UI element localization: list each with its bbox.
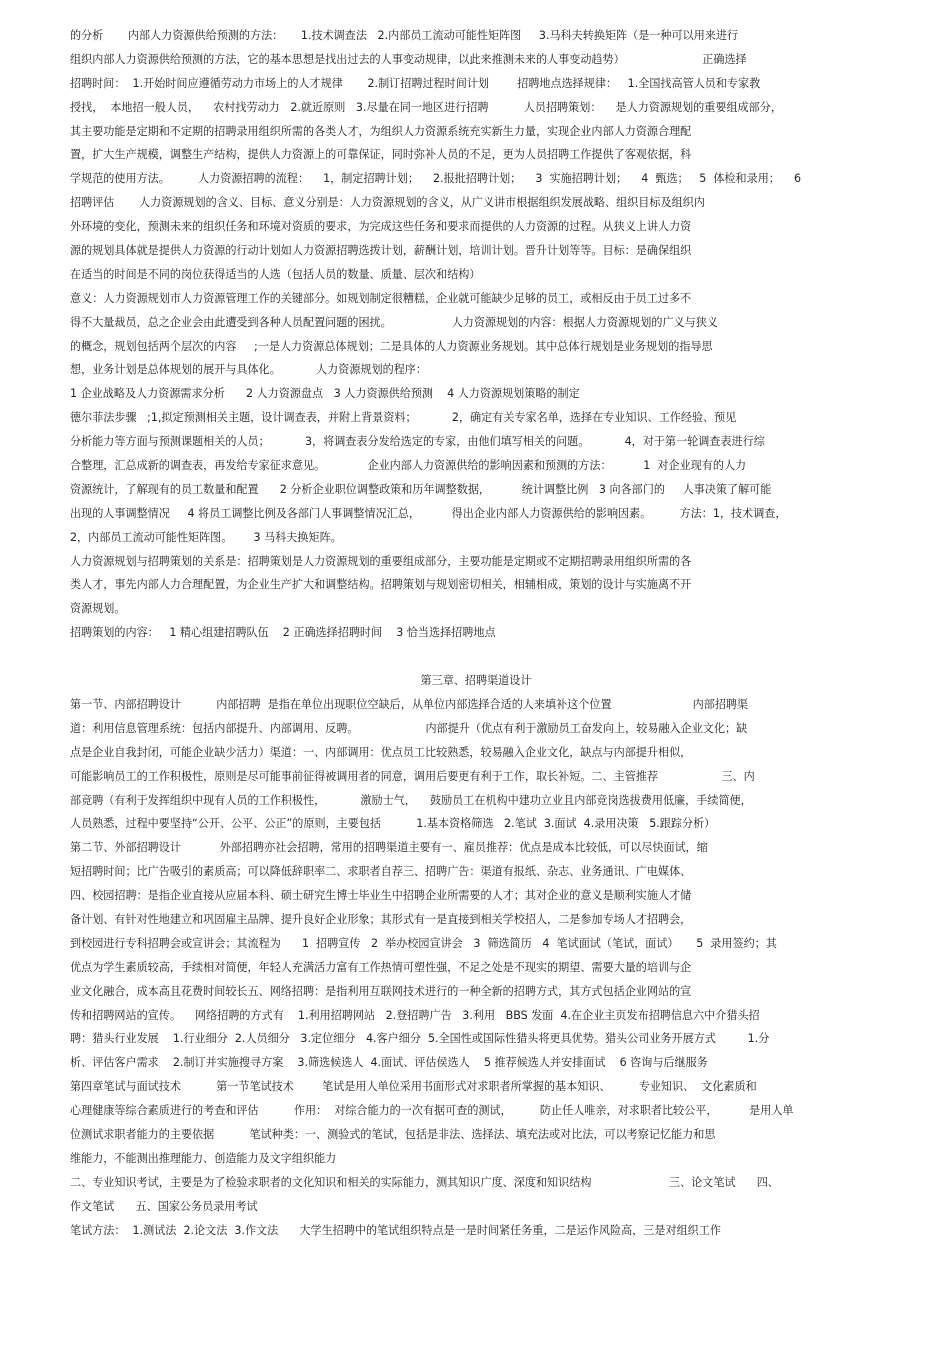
text-line: 合整理，汇总成新的调查表，再发给专家征求意见。 企业内部人力资源供给的影响因素和预测的方法： 1 对企业现有的人力 <box>70 459 747 473</box>
text-line: 德尔菲法步骤 ;1,拟定预测相关主题，设计调查表，并附上背景资料； 2，确定有关专家名单，选择在专业知识、工作经验、预见 <box>70 411 737 425</box>
text-line: 人员熟悉，过程中要坚持“公开、公平、公正”的原则，主要包括 1.基本资格筛选 2.笔试 3.面试 4.录用决策 5.跟踪分析） <box>70 817 716 831</box>
text-line: 招聘评估 人力资源规划的含义、目标、意义分别是：人力资源规划的含义，从广义讲市根据组织发展战略、组织目标及组织内 <box>70 196 705 210</box>
text-line: 传和招聘网站的宣传。 网络招聘的方式有 1.利用招聘网站 2.登招聘广告 3.利用 BBS 发面 4.在企业主页发布招聘信息六中介猎头招 <box>70 1008 760 1022</box>
text-line: 分析能力等方面与预测课题相关的人员； 3，将调查表分发给选定的专家，由他们填写相关的问题。 4，对于第一轮调查表进行综 <box>70 435 765 449</box>
text-line: 到校园进行专科招聘会或宣讲会；其流程为 1 招聘宣传 2 举办校园宣讲会 3 筛选简历 4 笔试面试（笔试，面试） 5 录用签约；其 <box>70 936 777 950</box>
chapter-heading: 第三章、招聘渠道设计 <box>420 674 532 688</box>
text-line: 在适当的时间是不同的岗位获得适当的人选（包括人员的数量、质量、层次和结构） <box>70 267 481 281</box>
text-line: 1 企业战略及人力资源需求分析 2 人力资源盘点 3 人力资源供给预测 4 人力资源规划策略的制定 <box>70 387 580 401</box>
text-line: 道：利用信息管理系统：包括内部提升、内部调用、反聘。 内部提升（优点有利于激励员工奋发向上，较易融入企业文化；缺 <box>70 721 748 735</box>
blank-line <box>70 645 882 669</box>
text-line: 第二节、外部招聘设计 外部招聘亦社会招聘，常用的招聘渠道主要有一、雇员推荐：优点是成本比较低，可以尽快面试，缩 <box>70 841 708 855</box>
text-line: 心理健康等综合素质进行的考查和评估 作用： 对综合能力的一次有据可查的测试， 防止任人唯亲，对求职者比较公平， 是用人单 <box>70 1104 794 1118</box>
text-line: 四、校园招聘：是指企业直接从应届本科、硕士研究生博士毕业生中招聘企业所需要的人才；其对企业的意义是顺利实施人才储 <box>70 889 692 903</box>
text-line: 2，内部员工流动可能性矩阵图。 3 马科夫换矩阵。 <box>70 530 342 544</box>
text-line: 资源统计，了解现有的员工数量和配置 2 分析企业职位调整政策和历年调整数据， 统计调整比例 3 向各部门的 人事决策了解可能 <box>70 482 772 496</box>
section-after-heading <box>70 693 882 1242</box>
text-line: 出现的人事调整情况 4 将员工调整比例及各部门人事调整情况汇总， 得出企业内部人力资源供给的影响因素。 方法：1，技术调查， <box>70 506 787 520</box>
text-line: 其主要功能是定期和不定期的招聘录用组织所需的各类人才，为组织人力资源系统充实新生力量，实现企业内部人力资源合理配 <box>70 124 692 138</box>
text-line: 的概念，规划包括两个层次的内容 ;一是人力资源总体规划；二是具体的人力资源业务规划。其中总体行规划是业务规划的指导思 <box>70 339 713 353</box>
text-line: 点是企业自我封闭，可能企业缺少活力）渠道：一、内部调用：优点员工比较熟悉，较易融入企业文化，缺点与内部提升相似， <box>70 745 692 759</box>
text-line: 意义：人力资源规划市人力资源管理工作的关键部分。如规划制定很糟糕，企业就可能缺少足够的员工，或相反由于员工过多不 <box>70 291 692 305</box>
text-line: 授找， 本地招一般人员， 农村找劳动力 2.就近原则 3.尽量在同一地区进行招聘 人员招聘策划： 是人力资源规划的重要组成部分， <box>70 100 782 114</box>
text-line: 资源规划。 <box>70 602 126 616</box>
text-line: 部竞聘（有利于发挥组织中现有人员的工作积极性， 激励士气， 鼓励员工在机构中建功立业且内部竞岗选拔费用低廉，手续简便， <box>70 793 752 807</box>
text-line: 得不大量裁员，总之企业会由此遭受到各种人员配置问题的困扰。 人力资源规划的内容：根据人力资源规划的广义与狭义 <box>70 315 718 329</box>
text-line: 的分析 内部人力资源供给预测的方法： 1.技术调查法 2.内部员工流动可能性矩阵图 3.马科夫转换矩阵（是一种可以用来进行 <box>70 29 739 42</box>
text-line: 类人才，事先内部人力合理配置，为企业生产扩大和调整结构。招聘策划与规划密切相关，相辅相成，策划的设计与实施离不开 <box>70 578 692 592</box>
text-line: 析、评估客户需求 2.制订并实施搜寻方案 3.筛选候选人 4.面试、评估侯选人 5 推荐候选人并安排面试 6 咨询与后继服务 <box>70 1056 708 1070</box>
document-page <box>70 24 882 1242</box>
text-line: 组织内部人力资源供给预测的方法，它的基本思想是找出过去的人事变动规律，以此来推测未来的人事变动趋势） 正确选择 <box>70 52 747 66</box>
text-line: 优点为学生素质较高，手续相对简便，年轻人充满活力富有工作热情可塑性强，不足之处是不现实的期望、需要大量的培训与企 <box>70 960 692 974</box>
text-line: 维能力，不能测出推理能力、创造能力及文字组织能力 <box>70 1151 337 1165</box>
text-line: 第一节、内部招聘设计 内部招聘 是指在单位出现职位空缺后，从单位内部选择合适的人来填补这个位置 内部招聘渠 <box>70 697 749 711</box>
text-line: 笔试方法： 1.测试法 2.论文法 3.作文法 大学生招聘中的笔试组织特点是一是时间紧任务重，二是运作风险高，三是对组织工作 <box>70 1223 721 1237</box>
section-before-heading <box>70 24 882 645</box>
text-line: 聘：猎头行业发展 1.行业细分 2.人员细分 3.定位细分 4.客户细分 5.全国性或国际性猎头将更具优势。猎头公司业务开展方式 1.分 <box>70 1032 770 1046</box>
text-line: 想，业务计划是总体规划的展开与具体化。 人力资源规划的程序： <box>70 363 427 377</box>
text-line: 第四章笔试与面试技术 第一节笔试技术 笔试是用人单位采用书面形式对求职者所掌握的基本知识、 专业知识、 文化素质和 <box>70 1080 757 1094</box>
text-line: 短招聘时间；比广告吸引的素质高；可以降低辞职率二、求职者自荐三、招聘广告：渠道有报纸、杂志、业务通讯、广电媒体、 <box>70 865 692 879</box>
text-line: 源的规划具体就是提供人力资源的行动计划如人力资源招聘选拨计划，薪酬计划，培训计划。晋升计划等等。目标：是确保组织 <box>70 244 692 258</box>
text-line: 二、专业知识考试，主要是为了检验求职者的文化知识和相关的实际能力，测其知识广度、深度和知识结构 三、论文笔试 四、 <box>70 1175 779 1189</box>
text-line: 人力资源规划与招聘策划的关系是：招聘策划是人力资源规划的重要组成部分，主要功能是定期或不定期招聘录用组织所需的各 <box>70 554 692 568</box>
text-line: 招聘时间： 1.开始时间应遵循劳动力市场上的人才规律 2.制订招聘过程时间计划 招聘地点选择规律： 1.全国找高管人员和专家教 <box>70 76 761 90</box>
text-line: 外环境的变化，预测未来的组织任务和环境对资质的要求，为完成这些任务和要求而提供的人力资源的过程。从狭义上讲人力资 <box>70 220 692 234</box>
text-line: 可能影响员工的工作积极性，原则是尽可能事前征得被调用者的同意，调用后要更有利于工作，取长补短。二、主管推荐 三、内 <box>70 769 755 783</box>
text-line: 作文笔试 五、国家公务员录用考试 <box>70 1199 258 1213</box>
text-line: 招聘策划的内容： 1 精心组建招聘队伍 2 正确选择招聘时间 3 恰当选择招聘地点 <box>70 626 496 640</box>
text-line: 业文化融合，成本高且花费时间较长五、网络招聘：是指利用互联网技术进行的一种全新的招聘方式，其方式包括企业网站的宣 <box>70 984 692 998</box>
text-line: 备计划、有针对性地建立和巩固雇主品牌、提升良好企业形象；其形式有一是直接到相关学校招人，二是参加专场人才招聘会， <box>70 912 692 926</box>
text-line: 学规范的使用方法。 人力资源招聘的流程： 1，制定招聘计划； 2.报批招聘计划； 3 实施招聘计划； 4 甄选； 5 体检和录用； 6 <box>70 172 802 186</box>
text-line: 位测试求职者能力的主要依据 笔试种类：一、测验式的笔试，包括是非法、选择法、填充法或对比法，可以考察记忆能力和思 <box>70 1127 716 1141</box>
text-line: 置，扩大生产规模，调整生产结构，提供人力资源上的可靠保证，同时弥补人员的不足，更为人员招聘工作提供了客观依据，科 <box>70 148 692 162</box>
